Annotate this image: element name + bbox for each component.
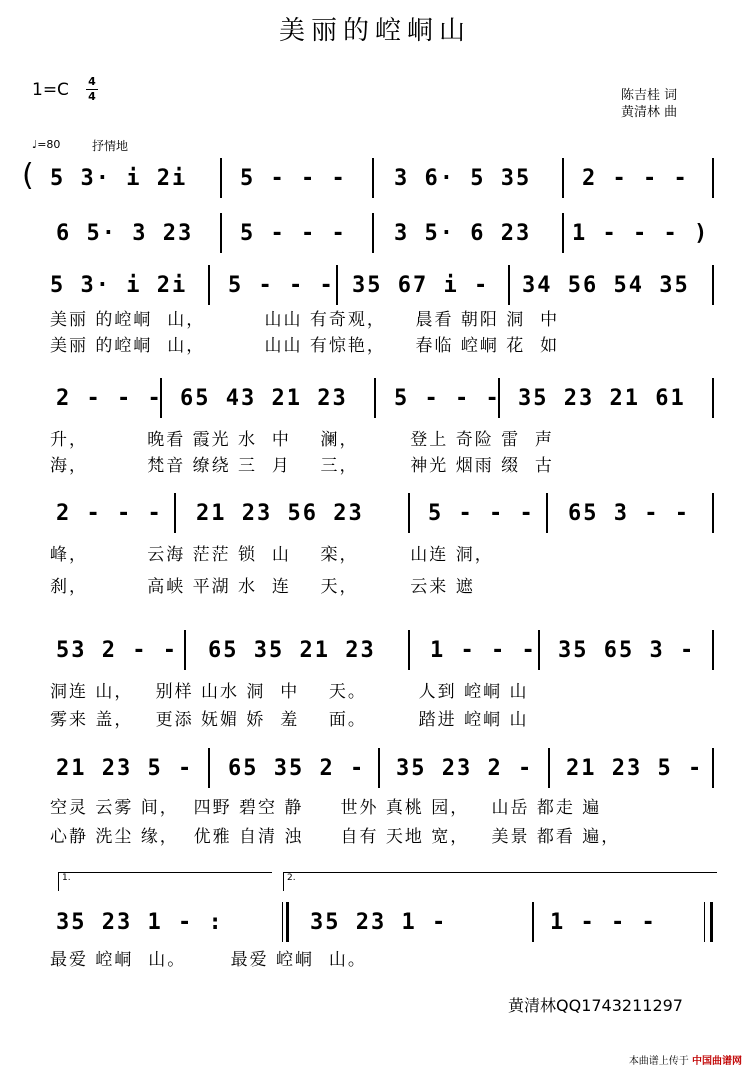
measure: 2 - - - (56, 501, 163, 526)
expression-mark: 抒情地 (92, 139, 129, 153)
measure: 35 23 2 - (396, 756, 534, 781)
lyric-line: 美丽 的崆峒 山， 山山 有奇观， 晨看 朝阳 洞 中 (50, 310, 560, 330)
verse-row-3 (22, 493, 734, 533)
measure: 5 3· i 2i (50, 166, 188, 191)
measure: 6 5· 3 23 (56, 221, 194, 246)
verse-row-4 (22, 630, 734, 670)
lyric-line: 刹， 高峡 平湖 水 连 天， 云来 遮 (50, 577, 475, 597)
measure: 35 23 21 61 (518, 386, 686, 411)
measure: 2 - - - (582, 166, 689, 191)
lyric-line: 峰， 云海 茫茫 锁 山 栾， 山连 洞， (50, 545, 494, 565)
composer-credit: 黄清林 曲 (621, 105, 678, 120)
measure: 5 - - - (240, 166, 347, 191)
measure: 3 6· 5 35 (394, 166, 532, 191)
measure: 65 43 21 23 (180, 386, 348, 411)
measure: 5 - - - (428, 501, 535, 526)
measure: 21 23 56 23 (196, 501, 364, 526)
site-logo-text[interactable]: 中国曲谱网 (692, 1056, 742, 1067)
measure: 35 23 1 - : (56, 910, 224, 935)
measure: 3 5· 6 23 (394, 221, 532, 246)
song-title: 美丽的崆峒山 (278, 16, 471, 46)
measure: 21 23 5 - (566, 756, 704, 781)
measure: 1 - - - (550, 910, 657, 935)
volta-1: 1. (58, 872, 272, 891)
measure: 35 65 3 - (558, 638, 696, 663)
measure: 35 67 i - (352, 273, 490, 298)
measure: 65 35 2 - (228, 756, 366, 781)
lyricist-credit: 陈吉桂 词 (621, 88, 678, 103)
tempo-mark: ♩=80 (32, 138, 61, 151)
measure: 5 3· i 2i (50, 273, 188, 298)
lyric-line: 升， 晚看 霞光 水 中 澜， 登上 奇险 雷 声 (50, 430, 554, 450)
intro-row-1: ( 5 3· i 2i 5 - - - 3 6· 5 35 2 - - - (22, 158, 734, 198)
lyric-line: 海， 梵音 缭绕 三 月 三， 神光 烟雨 缀 古 (50, 456, 554, 476)
measure: 65 35 21 23 (208, 638, 376, 663)
measure: 53 2 - - (56, 638, 178, 663)
lyric-line: 美丽 的崆峒 山， 山山 有惊艳， 春临 崆峒 花 如 (50, 336, 560, 356)
measure: 35 23 1 - (310, 910, 448, 935)
intro-row-2 (22, 213, 734, 253)
lyric-line: 心静 洗尘 缘， 优雅 自清 浊 自有 天地 宽， 美景 都看 遍， (50, 827, 621, 847)
arranger-signature: 黄清林QQ1743211297 (508, 996, 683, 1015)
verse-row-5 (22, 748, 734, 788)
measure: 34 56 54 35 (522, 273, 690, 298)
measure: 2 - - - (56, 386, 163, 411)
measure: 5 - - - (394, 386, 501, 411)
lyric-line: 雾来 盖， 更添 妩媚 娇 羞 面。 踏进 崆峒 山 (50, 710, 529, 730)
measure: 1 - - - ) (572, 221, 710, 246)
lyric-line: 空灵 云雾 间， 四野 碧空 静 世外 真桃 园， 山岳 都走 遍 (50, 798, 602, 818)
measure: 1 - - - (430, 638, 537, 663)
lyric-line: 最爱 崆峒 山。 最爱 崆峒 山。 (50, 950, 367, 970)
time-signature: 4 4 (86, 76, 98, 103)
lyric-line: 洞连 山， 别样 山水 洞 中 天。 人到 崆峒 山 (50, 682, 529, 702)
verse-row-1 (22, 265, 734, 305)
key-signature: 1=C (32, 80, 69, 100)
measure: 5 - - - (228, 273, 335, 298)
measure: 21 23 5 - (56, 756, 194, 781)
upload-note: 本曲谱上传于 中国曲谱网 (628, 1056, 742, 1067)
verse-row-2 (22, 378, 734, 418)
final-row (22, 902, 734, 942)
measure: 5 - - - (240, 221, 347, 246)
measure: 65 3 - - (568, 501, 690, 526)
volta-2: 2. (283, 872, 717, 891)
